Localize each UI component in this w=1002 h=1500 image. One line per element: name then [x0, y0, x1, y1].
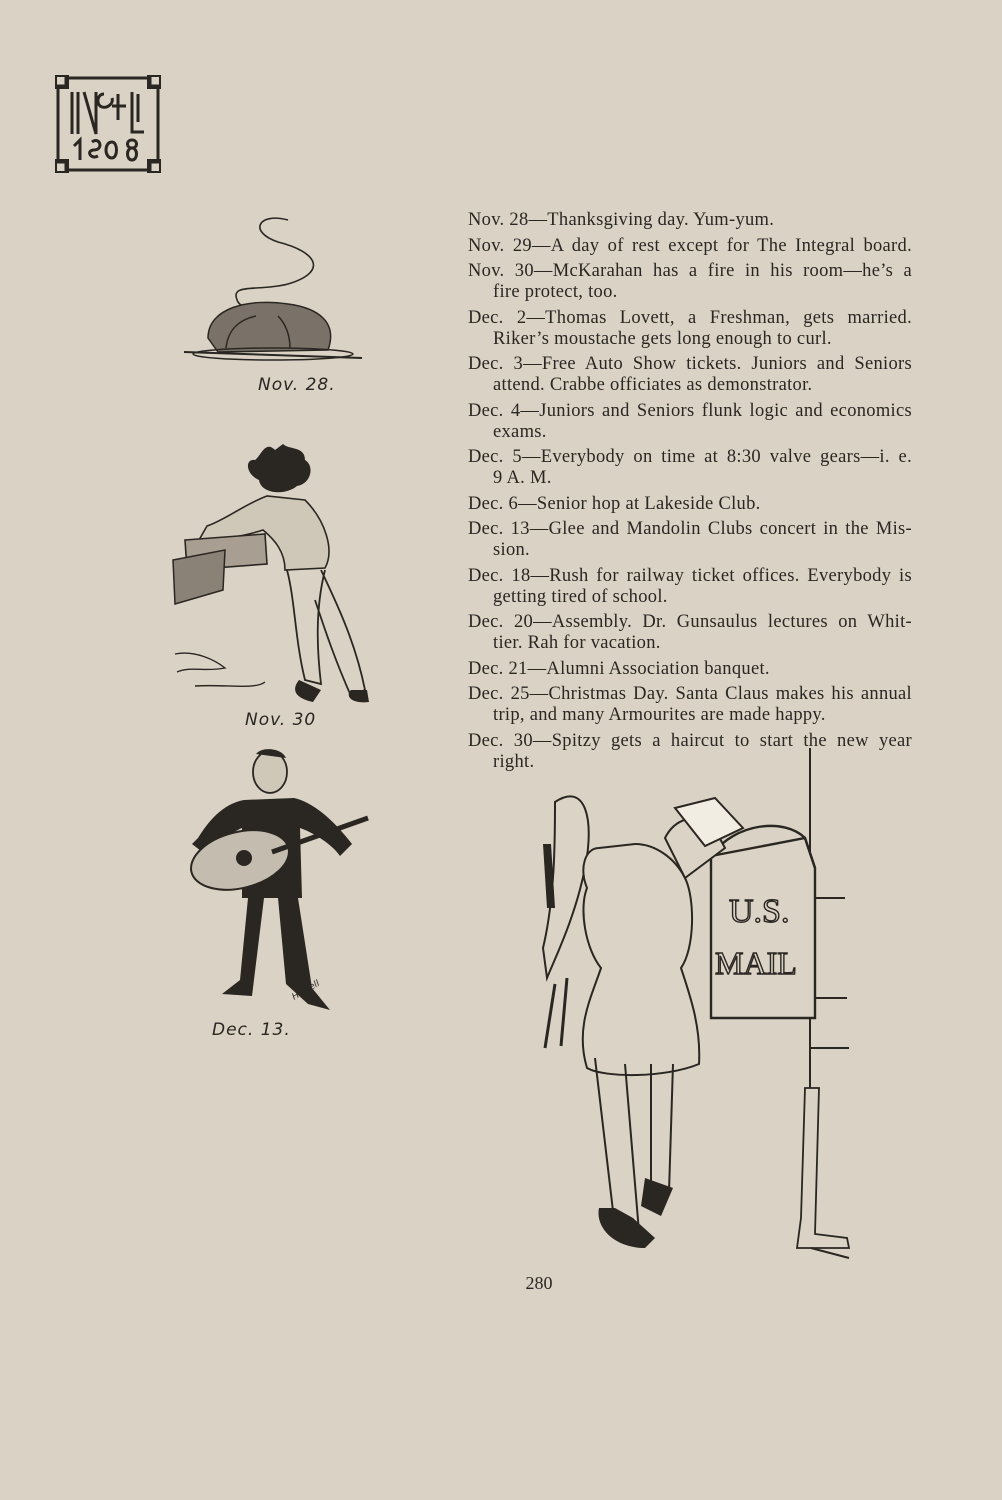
entry-line: Dec. 6—Senior hop at Lakeside Club. — [468, 493, 761, 514]
entry-line: Dec. 5—Everybody on time at 8:30 valve gears—i. e. — [468, 447, 912, 467]
entry-dec-5 — [468, 447, 912, 489]
entry-dec-2 — [468, 308, 912, 350]
roast-turkey-drawing — [178, 212, 368, 372]
entry-line: Dec. 21—Alumni Association banquet. — [468, 658, 770, 679]
guitar-player-drawing — [182, 748, 372, 1038]
calendar-entries — [468, 210, 912, 777]
boy-at-mailbox-drawing — [515, 748, 855, 1268]
entry-continuation: trip, and many Armourites are made happy. — [493, 705, 826, 725]
entry-line: Dec. 13—Glee and Mandolin Clubs concert in the Mis- — [468, 519, 912, 539]
entry-continuation: exams. — [493, 421, 547, 442]
entry-nov-29 — [468, 236, 912, 257]
entry-dec-18 — [468, 566, 912, 608]
entry-line: Dec. 2—Thomas Lovett, a Freshman, gets married. — [468, 307, 912, 328]
entry-line: Dec. 30—Spitzy gets a haircut to start the new year — [468, 730, 912, 751]
entry-dec-25 — [468, 684, 912, 726]
bucket-caption: Nov. 30 — [245, 710, 317, 730]
entry-dec-13 — [468, 519, 912, 561]
entry-continuation: tier. Rah for vacation. — [493, 633, 661, 653]
turkey-caption: Nov. 28. — [258, 375, 336, 395]
entry-continuation: attend. Crabbe officiates as demonstrator. — [493, 375, 813, 395]
integral-1908-logo — [52, 72, 164, 176]
entry-line: Dec. 20—Assembly. Dr. Gunsaulus lectures on Whit- — [468, 612, 912, 632]
entry-line: Dec. 3—Free Auto Show tickets. Juniors and Seniors — [468, 354, 912, 374]
entry-dec-3 — [468, 354, 912, 396]
illustrator-signature: Howell — [290, 978, 322, 1003]
entry-dec-20 — [468, 612, 912, 654]
entry-dec-30 — [468, 731, 912, 773]
mailbox-mail-label: MAIL — [715, 945, 797, 981]
entry-line: Dec. 4—Juniors and Seniors flunk logic and economics — [468, 400, 912, 421]
guitar-caption: Dec. 13. — [212, 1020, 291, 1040]
page-number: 280 — [525, 1273, 553, 1293]
man-carrying-bucket-drawing — [165, 440, 380, 720]
entry-dec-21 — [468, 659, 912, 680]
entry-continuation: right. — [493, 751, 535, 772]
entry-dec-6 — [468, 494, 912, 515]
entry-continuation: 9 A. M. — [493, 468, 552, 488]
entry-line: Nov. 28—Thanksgiving day. Yum-yum. — [468, 210, 775, 230]
entry-line: Nov. 30—McKarahan has a fire in his room—he’s a — [468, 261, 912, 281]
entry-line: Dec. 18—Rush for railway ticket offices. Everybody is — [468, 565, 912, 586]
entry-line: Nov. 29—A day of rest except for The Integral board. — [468, 235, 912, 256]
entry-continuation: fire protect, too. — [493, 282, 618, 302]
entry-nov-28 — [468, 210, 912, 231]
entry-continuation: sion. — [493, 540, 530, 560]
entry-nov-30 — [468, 261, 912, 303]
mailbox-us-label: U.S. — [729, 893, 790, 930]
entry-continuation: getting tired of school. — [493, 586, 668, 607]
entry-dec-4 — [468, 401, 912, 443]
entry-line: Dec. 25—Christmas Day. Santa Claus makes his annual — [468, 684, 912, 704]
entry-continuation: Riker’s moustache gets long enough to curl. — [493, 328, 832, 349]
